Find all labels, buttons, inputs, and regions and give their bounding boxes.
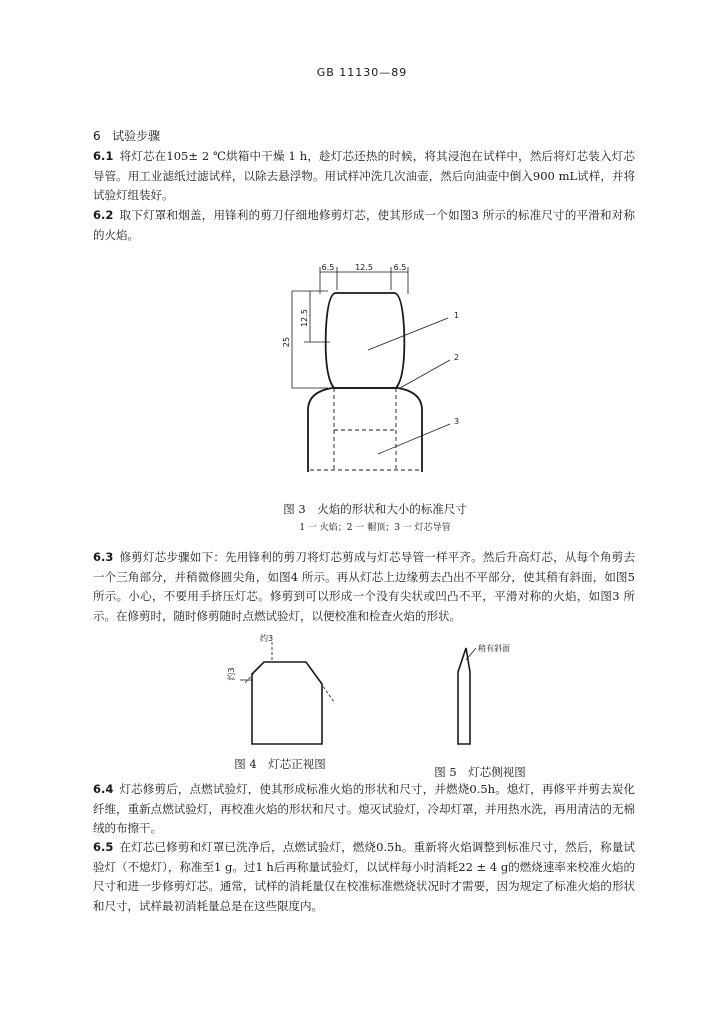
label-2: 2 [454, 353, 460, 362]
paragraph-text: 在灯芯已修剪和灯罩已洗净后，点燃试验灯，燃烧0.5h。重新将火焰调整到标准尺寸，然后，称量试验灯（不熄灯），称准至1 g。过1 h后再称量试验灯，以试样每小时消耗22 ± 4 g的燃烧速率来校准火焰的尺寸和进一步修剪灯芯。通常，试样的消耗量仅在校准标准燃烧状况时才需要，因为规定了标准火焰的形状和尺寸，试样最初消耗量总是在这些限度内。 [93, 840, 635, 913]
section-number: 6 [93, 129, 101, 143]
paragraph-number: 6.4 [93, 782, 114, 796]
dim-v-small: 12.5 [300, 309, 309, 327]
paragraph-text: 灯芯修剪后，点燃试验灯，使其形成标准火焰的形状和尺寸，并燃烧0.5h。熄灯，再修平并剪去炭化纤维，重新点燃试验灯，再校准火焰的形状和尺寸。熄灭试验灯，冷却灯罩，并用热水洗，再用清洁的无棉绒的布擦干。 [93, 782, 635, 835]
dim-mid: 12.5 [355, 263, 373, 272]
fig5-label: 稍有斜面 [478, 644, 510, 653]
paragraph-6-4 [93, 780, 635, 839]
wick-side-outline [458, 648, 470, 744]
paragraph-number: 6.3 [93, 550, 114, 564]
paragraph-6-5 [93, 838, 635, 916]
section-title: 试验步骤 [112, 129, 161, 143]
figure-5-caption: 图 5 灯芯侧视图 [434, 765, 526, 779]
figure-4-diagram [222, 632, 342, 750]
paragraph-6-1 [93, 147, 635, 206]
dim-left: 6.5 [321, 263, 335, 272]
wick-front-outline [252, 662, 322, 744]
figure-3-legend: 1 一 火焰；2 一 帽顶；3 一 灯芯导管 [299, 523, 451, 533]
figure-3-diagram [270, 258, 470, 498]
paragraph-number: 6.1 [93, 149, 114, 163]
paragraph-6-3 [93, 548, 635, 626]
paragraph-text: 取下灯罩和烟盖，用锋利的剪刀仔细地修剪灯芯，使其形成一个如图3 所示的标准尺寸的平滑和对称的火焰。 [93, 208, 635, 242]
paragraph-text: 将灯芯在105± 2 ℃烘箱中干燥 1 h，趁灯芯还热的时候，将其浸泡在试样中，然后将灯芯装入灯芯导管。用工业滤纸过滤试样，以除去悬浮物。用试样冲洗几次油壶，然后向油壶中倒入900 mL试样，并将试验灯组装好。 [93, 149, 635, 202]
label-1: 1 [454, 311, 460, 320]
figure-5-diagram [440, 636, 550, 748]
fig4-top-label: 约3 [260, 634, 274, 643]
paragraph-number: 6.2 [93, 208, 114, 222]
dim-right: 6.5 [393, 263, 407, 272]
figure-4-caption: 图 4 灯芯正视图 [234, 757, 326, 771]
fig4-side-label: 约3 [227, 667, 236, 681]
dim-v-big: 25 [282, 336, 291, 348]
wick-dashed [310, 388, 420, 472]
label-3: 3 [454, 417, 460, 426]
paragraph-number: 6.5 [93, 840, 114, 854]
figure-3-caption: 图 3 火焰的形状和大小的标准尺寸 [283, 502, 467, 516]
page-header: GB 11130—89 [316, 66, 408, 79]
paragraph-6-2 [93, 206, 635, 245]
paragraph-text: 修剪灯芯步骤如下：先用锋利的剪刀将灯芯剪成与灯芯导管一样平齐。然后升高灯芯，从每个角剪去一个三角部分，并稍微修圆尖角，如图4 所示。再从灯芯上边缘剪去凸出不平部分，使其稍有斜面，如图5 所示。小心，不要用手挤压灯芯。修剪到可以形成一个没有尖状或凹凸不平，平滑对称的火焰，如图3 所示。在修剪时，随时修剪随时点燃试验灯，以便校准和检查火焰的形状。 [93, 550, 635, 623]
section-heading [93, 127, 160, 144]
